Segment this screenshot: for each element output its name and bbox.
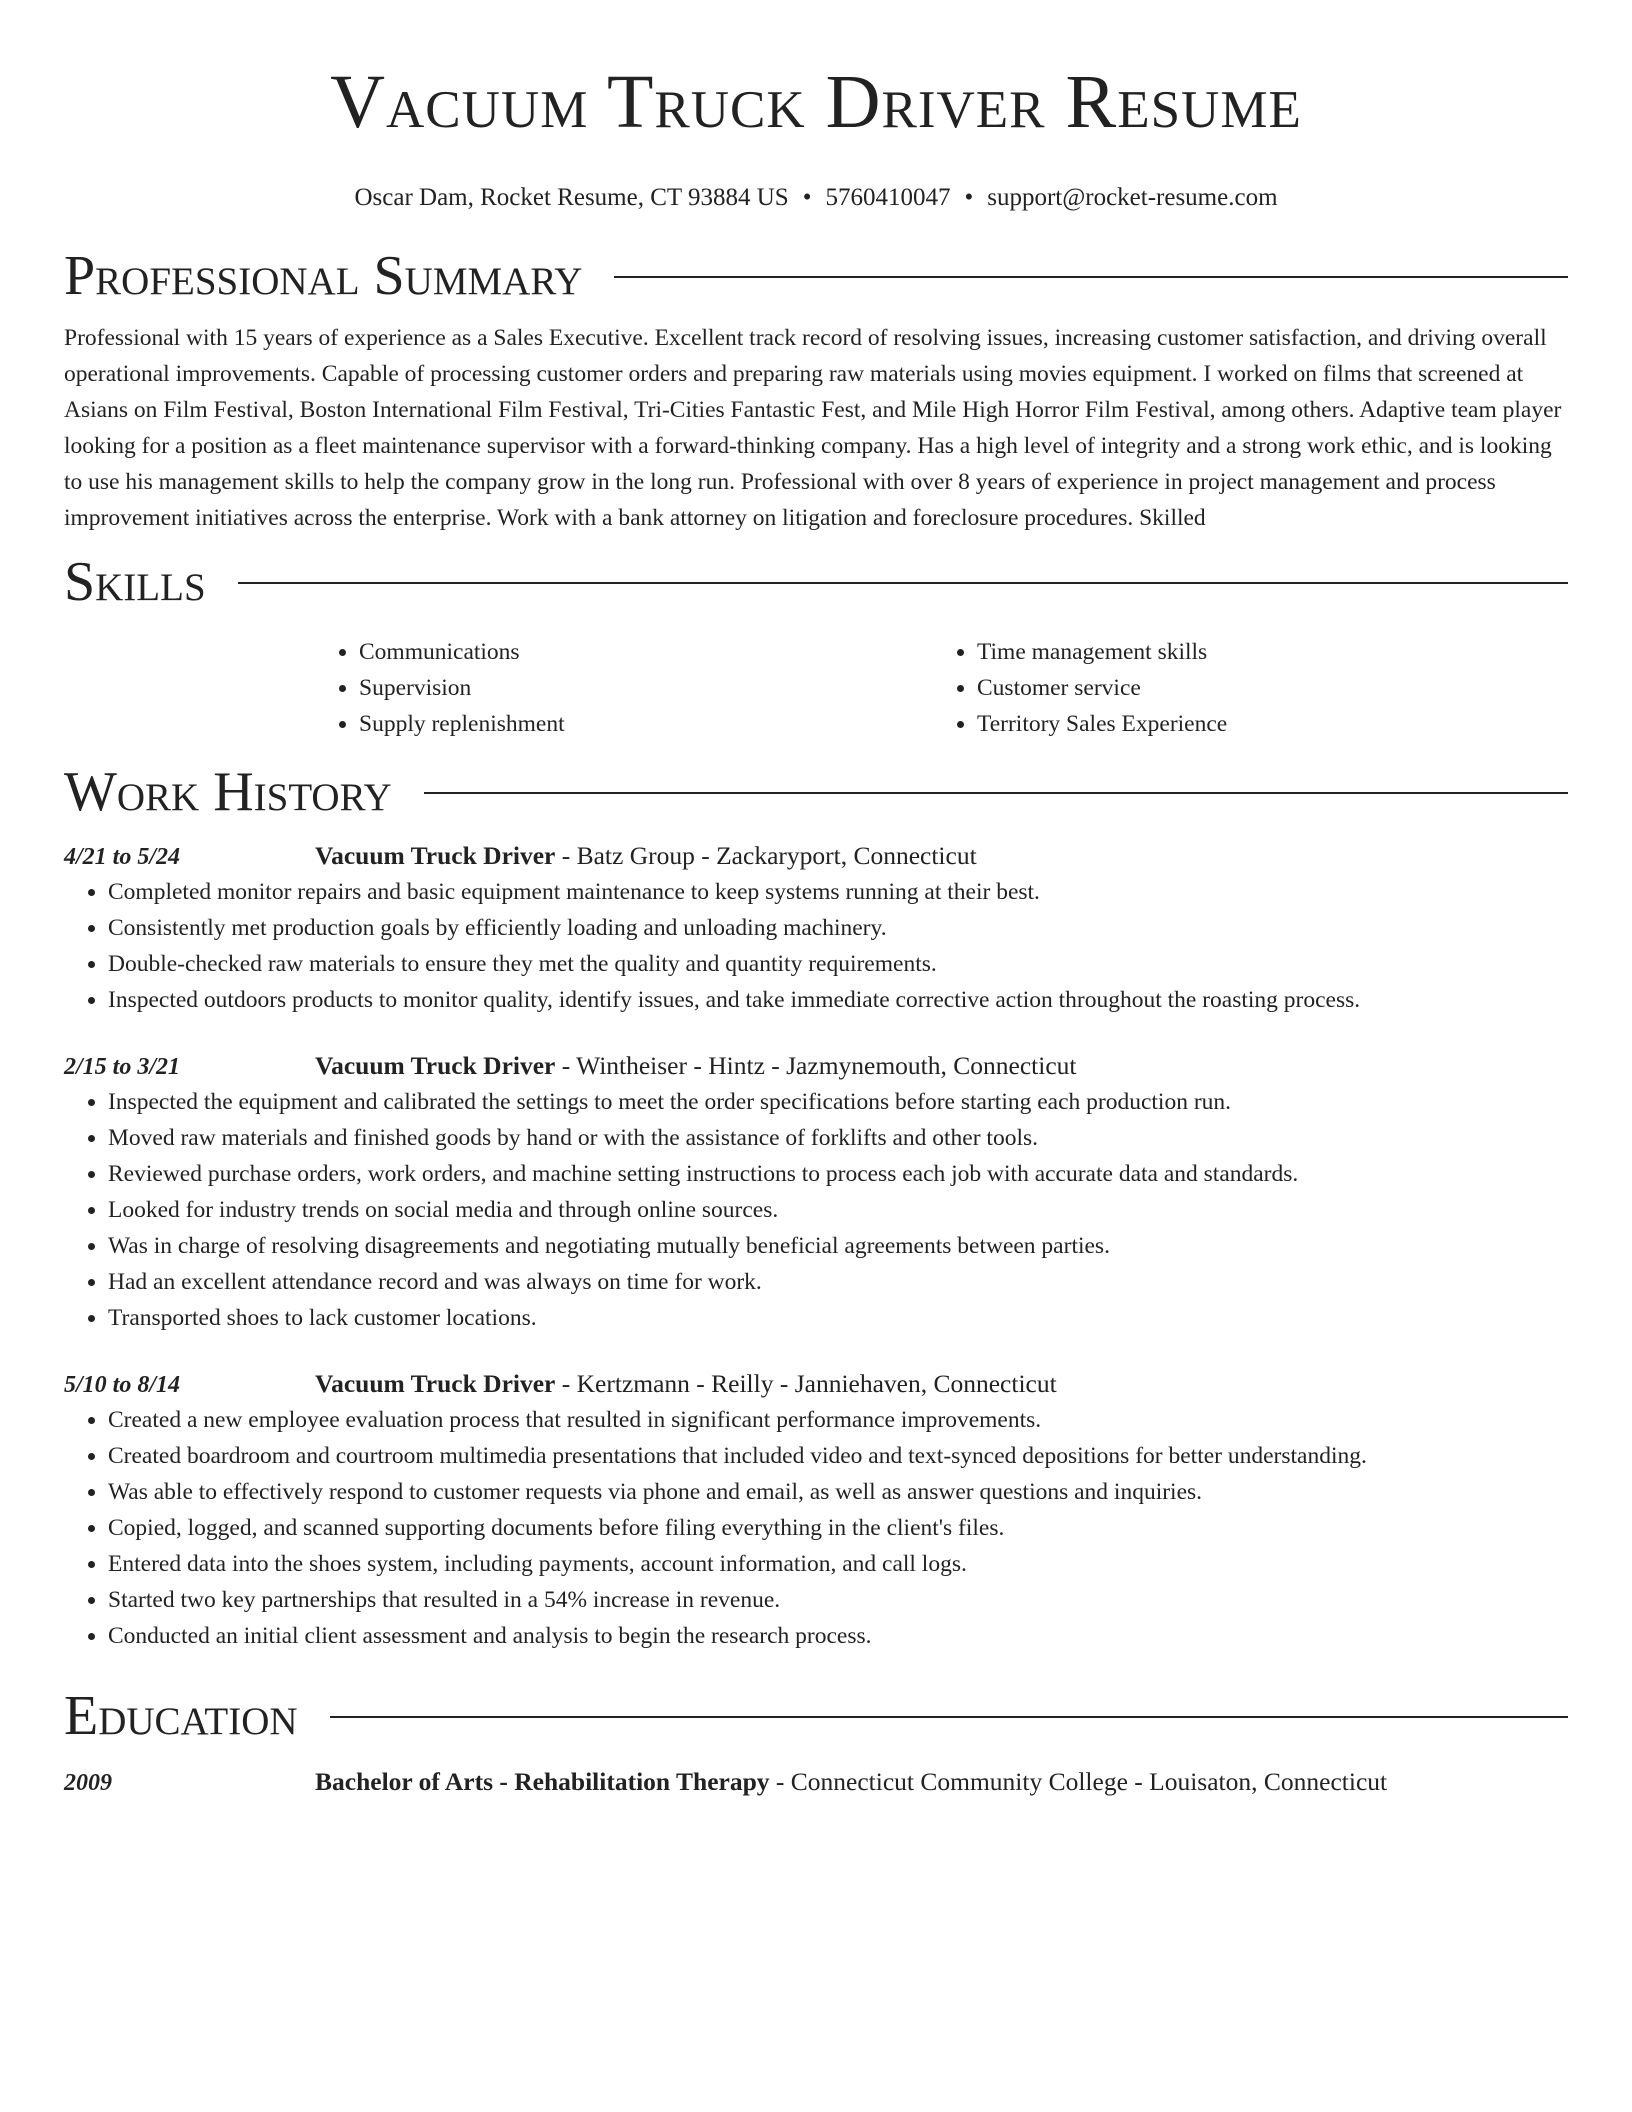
- education-section-header: [64, 1684, 1568, 1748]
- skills-list: [315, 634, 1568, 742]
- skill-item: • Customer service: [977, 670, 1568, 706]
- job-bullet: • Was able to effectively respond to customer requests via phone and email, as well as answer questions and inquiries.: [108, 1474, 1568, 1510]
- job-dates: 5/10 to 8/14: [64, 1372, 181, 1398]
- job-bullet: • Inspected outdoors products to monitor quality, identify issues, and take immediate corrective action throughout the roasting process.: [108, 982, 1568, 1018]
- section-divider: [330, 1716, 1568, 1718]
- skill-item: • Communications: [359, 634, 933, 670]
- job-bullets: [64, 1402, 1568, 1654]
- education-list: [64, 1764, 1568, 1800]
- job-employer-location: - Wintheiser - Hintz - Jazmynemouth, Connecticut: [555, 1051, 1077, 1080]
- job-bullet: • Conducted an initial client assessment and analysis to begin the research process.: [108, 1618, 1568, 1654]
- job-bullet: • Was in charge of resolving disagreements and negotiating mutually beneficial agreements between parties.: [108, 1228, 1568, 1264]
- resume-title: Vacuum Truck Driver Resume: [330, 60, 1302, 144]
- job-heading: [315, 1048, 1076, 1084]
- job-header-row: [64, 1366, 1568, 1402]
- education-year: 2009: [64, 1770, 112, 1796]
- work-heading: Work History: [64, 761, 392, 823]
- contact-separator: •: [802, 184, 812, 211]
- job-bullet: • Created boardroom and courtroom multimedia presentations that included video and text-synced depositions for better understanding.: [108, 1438, 1568, 1474]
- job-bullet: • Inspected the equipment and calibrated the settings to meet the order specifications before starting each production run.: [108, 1084, 1568, 1120]
- job-entry: [64, 838, 1568, 1018]
- job-header-row: [64, 1048, 1568, 1084]
- job-dates: 2/15 to 3/21: [64, 1054, 181, 1080]
- section-divider: [614, 276, 1568, 278]
- contact-line: [64, 182, 1568, 214]
- job-bullet: • Double-checked raw materials to ensure they met the quality and quantity requirements.: [108, 946, 1568, 982]
- job-bullet: • Had an excellent attendance record and was always on time for work.: [108, 1264, 1568, 1300]
- contact-separator: •: [964, 184, 974, 211]
- skills-heading: Skills: [64, 551, 206, 613]
- job-bullet: • Moved raw materials and finished goods by hand or with the assistance of forklifts and other tools.: [108, 1120, 1568, 1156]
- contact-email[interactable]: support@rocket-resume.com: [987, 184, 1278, 211]
- summary-section-header: [64, 244, 1568, 308]
- education-heading-line: [315, 1764, 1387, 1800]
- job-bullet: • Started two key partnerships that resulted in a 54% increase in revenue.: [108, 1582, 1568, 1618]
- job-bullet: • Created a new employee evaluation process that resulted in significant performance improvements.: [108, 1402, 1568, 1438]
- skills-column-right: [933, 634, 1568, 742]
- job-title: Vacuum Truck Driver: [315, 1369, 556, 1398]
- job-employer-location: - Kertzmann - Reilly - Janniehaven, Connecticut: [555, 1369, 1057, 1398]
- job-entry: [64, 1366, 1568, 1654]
- skill-item: • Supervision: [359, 670, 933, 706]
- job-bullet: • Completed monitor repairs and basic equipment maintenance to keep systems running at their best.: [108, 874, 1568, 910]
- skill-item: • Territory Sales Experience: [977, 706, 1568, 742]
- skills-column-left: [315, 634, 933, 742]
- contact-phone: 5760410047: [825, 184, 951, 211]
- summary-text: Professional with 15 years of experience as a Sales Executive. Excellent track record of resolving issues, increasing customer satisfaction, and driving overall operational improvements. Capable of processing customer orders and preparing raw materials using movies equipment. I worked on films that screened at Asians on Film Festival, Boston International Film Festival, Tri-Cities Fantastic Fest, and Mile High Horror Film Festival, among others. Adaptive team player looking for a position as a fleet maintenance supervisor with a forward-thinking company. Has a high level of integrity and a strong work ethic, and is looking to use his management skills to help the company grow in the long run. Professional with over 8 years of experience in project management and process improvement initiatives across the enterprise. Work with a bank attorney on litigation and foreclosure procedures. Skilled: [64, 325, 1562, 531]
- job-bullets: [64, 1084, 1568, 1336]
- job-heading: [315, 1366, 1057, 1402]
- education-degree: Bachelor of Arts - Rehabilitation Therapy: [315, 1767, 770, 1796]
- job-title: Vacuum Truck Driver: [315, 841, 556, 870]
- skills-section-header: [64, 550, 1568, 614]
- summary-heading: Professional Summary: [64, 245, 583, 307]
- job-heading: [315, 838, 977, 874]
- job-bullet: • Reviewed purchase orders, work orders, and machine setting instructions to process each job with accurate data and standards.: [108, 1156, 1568, 1192]
- job-entry: [64, 1048, 1568, 1336]
- section-divider: [424, 792, 1568, 794]
- job-header-row: [64, 838, 1568, 874]
- job-bullet: • Consistently met production goals by efficiently loading and unloading machinery.: [108, 910, 1568, 946]
- contact-address: Oscar Dam, Rocket Resume, CT 93884 US: [354, 184, 789, 211]
- work-history-list: [64, 838, 1568, 1654]
- work-section-header: [64, 760, 1568, 824]
- section-divider: [238, 582, 1568, 584]
- skill-item: • Supply replenishment: [359, 706, 933, 742]
- job-bullet: • Transported shoes to lack customer locations.: [108, 1300, 1568, 1336]
- job-bullet: • Copied, logged, and scanned supporting documents before filing everything in the client's files.: [108, 1510, 1568, 1546]
- job-bullets: [64, 874, 1568, 1018]
- skill-item: • Time management skills: [977, 634, 1568, 670]
- resume-page: [64, 0, 1568, 1800]
- education-school-location: - Connecticut Community College - Louisaton, Connecticut: [769, 1767, 1388, 1796]
- education-heading: Education: [64, 1685, 298, 1747]
- education-entry: [64, 1764, 1568, 1800]
- job-bullet: • Entered data into the shoes system, including payments, account information, and call logs.: [108, 1546, 1568, 1582]
- job-title: Vacuum Truck Driver: [315, 1051, 556, 1080]
- job-dates: 4/21 to 5/24: [64, 844, 181, 870]
- job-employer-location: - Batz Group - Zackaryport, Connecticut: [555, 841, 977, 870]
- job-bullet: • Looked for industry trends on social media and through online sources.: [108, 1192, 1568, 1228]
